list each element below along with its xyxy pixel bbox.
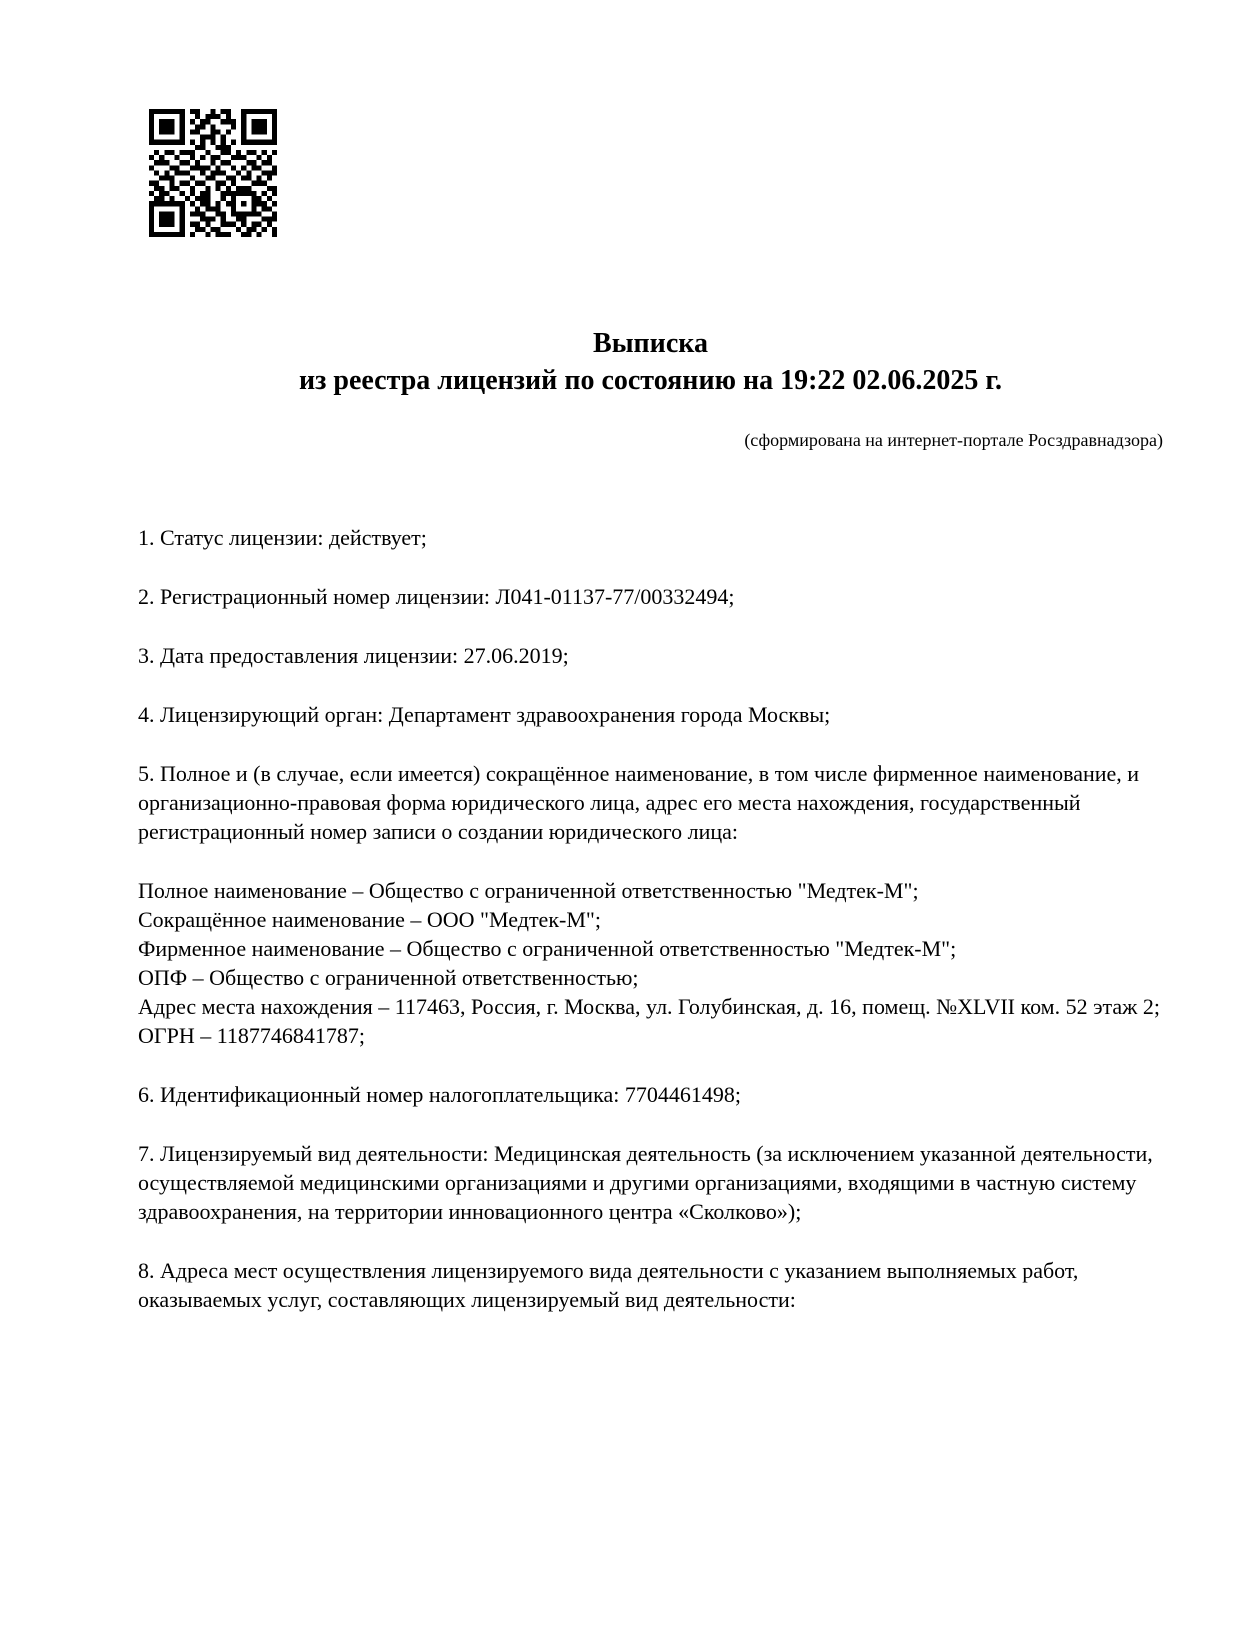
title-line-1: Выписка [593, 328, 708, 359]
detail-full-name: Полное наименование – Общество с ограниченной ответственностью "Медтек-М"; [138, 878, 919, 903]
detail-ogrn: ОГРН – 1187746841787; [138, 1023, 366, 1048]
entity-details [138, 876, 1163, 1050]
detail-address: Адрес места нахождения – 117463, Россия, г. Москва, ул. Голубинская, д. 16, помещ. №XLVII ком. 52 этаж 2; [138, 994, 1160, 1019]
document [138, 0, 1163, 1314]
title-line-2: из реестра лицензий по состоянию на 19:22 02.06.2025 г. [299, 365, 1002, 396]
clause-registration-number: 2. Регистрационный номер лицензии: Л041-01137-77/00332494; [138, 584, 735, 609]
detail-legal-form: ОПФ – Общество с ограниченной ответственностью; [138, 965, 639, 990]
clause-license-status: 1. Статус лицензии: действует; [138, 525, 427, 550]
detail-short-name: Сокращённое наименование – ООО "Медтек-М"; [138, 907, 601, 932]
clause-taxpayer-number: 6. Идентификационный номер налогоплательщика: 7704461498; [138, 1082, 741, 1107]
clause-activity-addresses: 8. Адреса мест осуществления лицензируемого вида деятельности с указанием выполняемых работ, оказываемых услуг, составляющих лицензируемый вид деятельности: [138, 1258, 1079, 1312]
detail-brand-name: Фирменное наименование – Общество с ограниченной ответственностью "Медтек-М"; [138, 936, 957, 961]
clause-entity-naming: 5. Полное и (в случае, если имеется) сокращённое наименование, в том числе фирменное наименование, и организационно-правовая форма юридического лица, адрес его места нахождения, государственный регистрационный номер записи о создании юридического лица: [138, 761, 1140, 844]
formation-note: (сформирована на интернет-портале Росздравнадзора) [744, 430, 1163, 450]
document-title [138, 325, 1163, 399]
document-body [138, 523, 1163, 1314]
clause-licensing-authority: 4. Лицензирующий орган: Департамент здравоохранения города Москвы; [138, 702, 831, 727]
clause-licensed-activity: 7. Лицензируемый вид деятельности: Медицинская деятельность (за исключением указанной деятельности, осуществляемой медицинскими организациями и другими организациями, входящими в частную систему здравоохранения, на территории инновационного центра «Сколково»); [138, 1141, 1153, 1224]
clause-grant-date: 3. Дата предоставления лицензии: 27.06.2019; [138, 643, 569, 668]
